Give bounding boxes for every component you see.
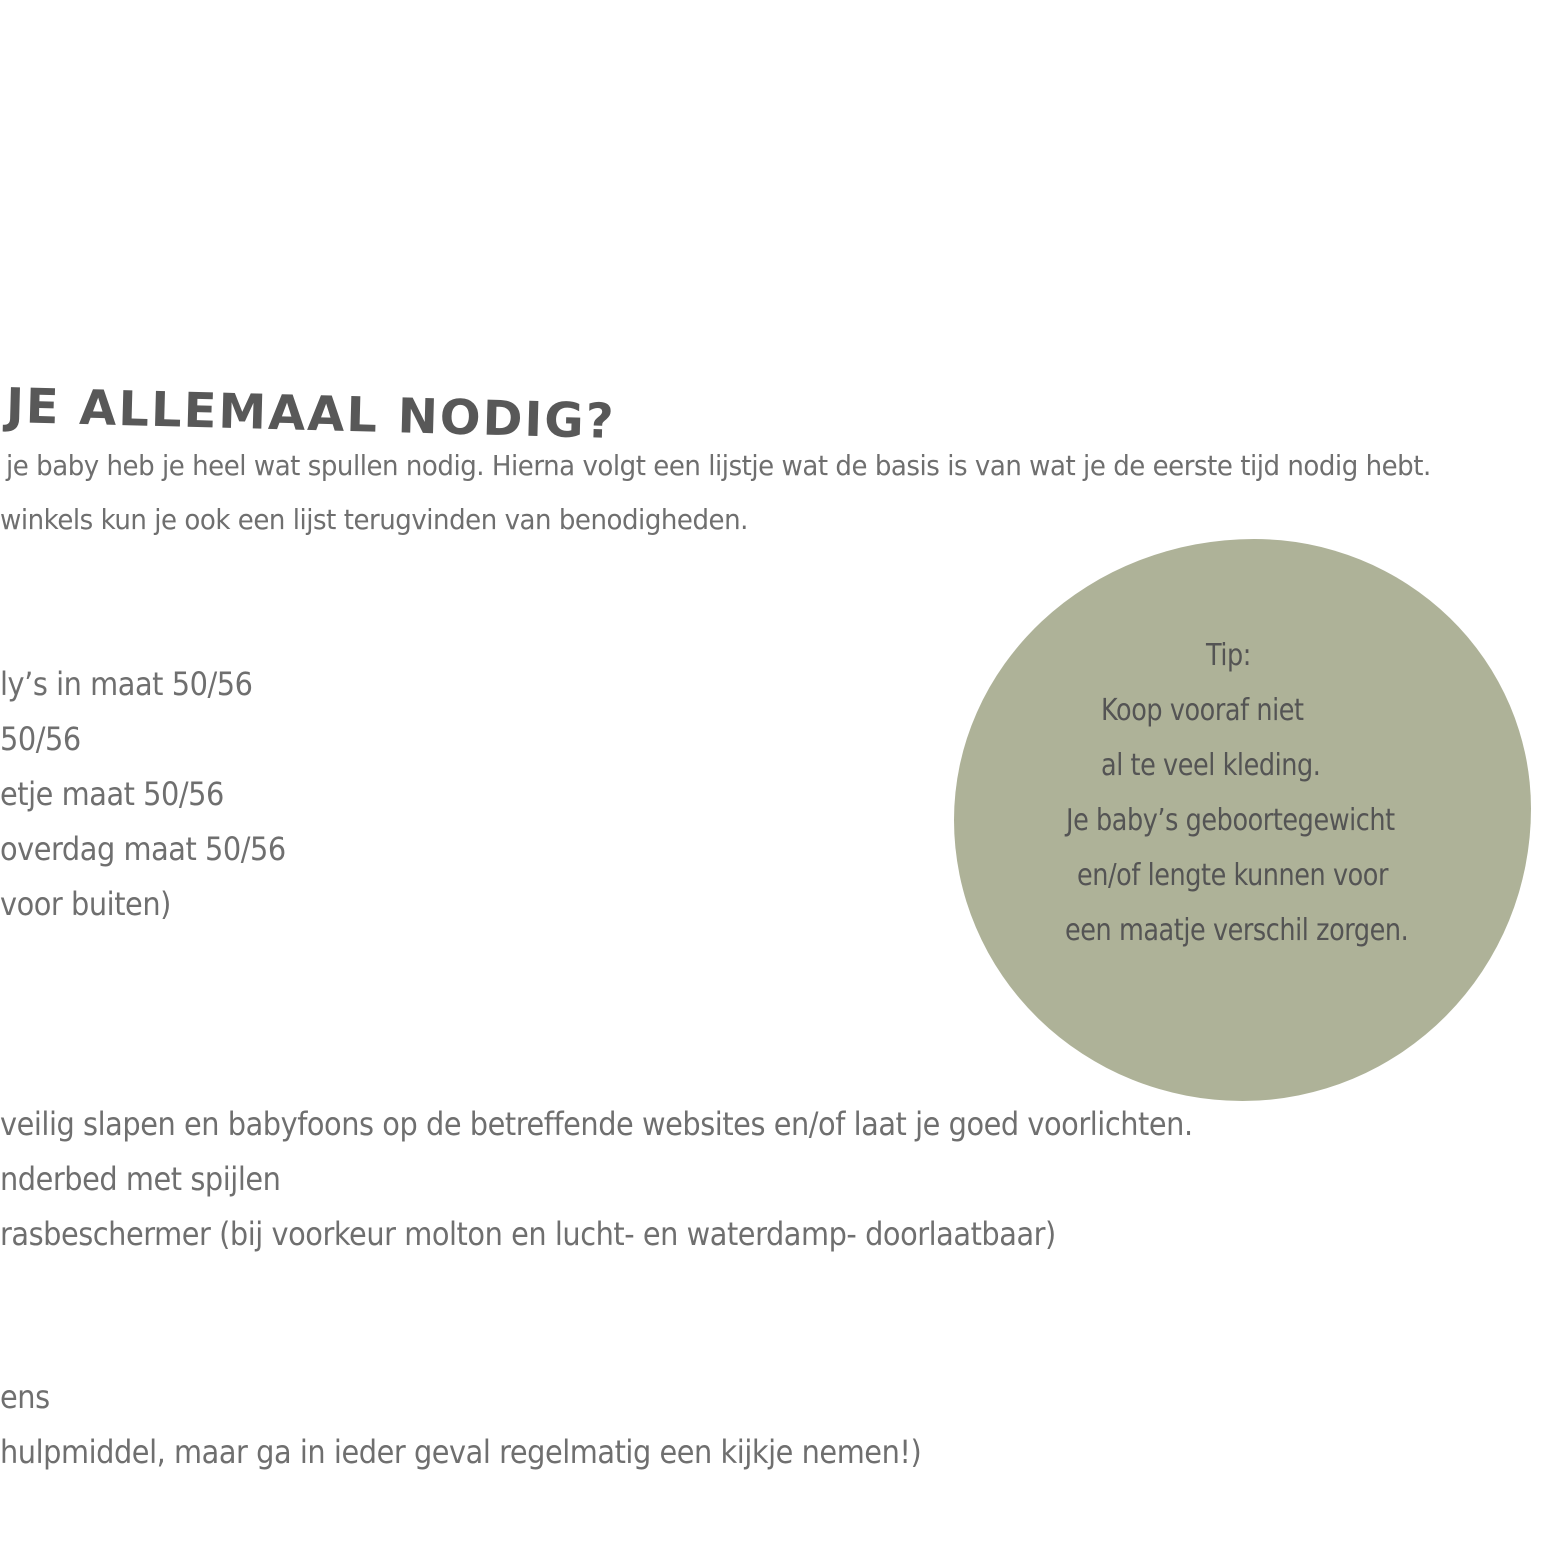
list-item: nderbed met spijlen bbox=[0, 1160, 281, 1198]
tip-line: en/of lengte kunnen voor bbox=[1077, 858, 1389, 893]
list-item: etje maat 50/56 bbox=[0, 775, 224, 813]
list-item: ens bbox=[0, 1378, 50, 1416]
tip-line: al te veel kleding. bbox=[1101, 748, 1321, 783]
list-item: 50/56 bbox=[0, 720, 81, 758]
intro-line-1: je baby heb je heel wat spullen nodig. Hierna volgt een lijstje wat de basis is van wat je de eerste tijd nodig hebt. bbox=[6, 449, 1431, 482]
list-item: overdag maat 50/56 bbox=[0, 830, 286, 868]
tip-line: Je baby’s geboortegewicht bbox=[1066, 803, 1395, 838]
list-item: voor buiten) bbox=[0, 885, 171, 923]
tip-line: een maatje verschil zorgen. bbox=[1065, 913, 1409, 948]
list-item: veilig slapen en babyfoons op de betreffende websites en/of laat je goed voorlichten. bbox=[0, 1105, 1193, 1143]
page-heading: JE ALLEMAAL NODIG? bbox=[5, 378, 617, 450]
tip-line: Koop vooraf niet bbox=[1101, 693, 1304, 728]
intro-line-2: winkels kun je ook een lijst terugvinden van benodigheden. bbox=[0, 503, 748, 536]
list-item: rasbeschermer (bij voorkeur molton en lucht- en waterdamp- doorlaatbaar) bbox=[0, 1215, 1056, 1253]
tip-title: Tip: bbox=[1206, 638, 1251, 673]
list-item: ly’s in maat 50/56 bbox=[0, 665, 253, 703]
list-item: hulpmiddel, maar ga in ieder geval regelmatig een kijkje nemen!) bbox=[0, 1433, 922, 1471]
